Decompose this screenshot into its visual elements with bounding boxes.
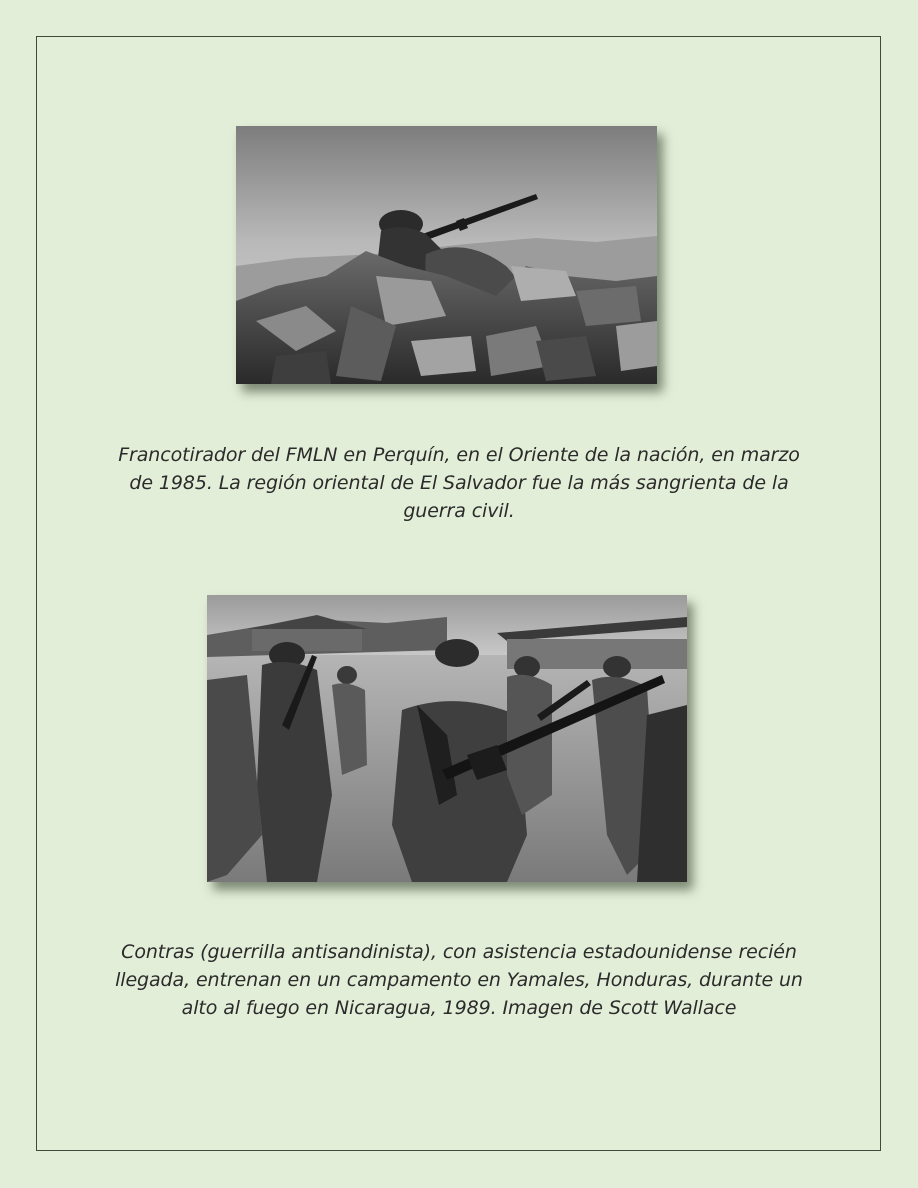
first-photo-caption: Francotirador del FMLN en Perquín, en el Oriente de la nación, en marzo de 1985. La región oriental de El Salvador fue la más sangrienta de la guerra civil. xyxy=(118,444,800,522)
contras-photo xyxy=(207,595,687,882)
second-photo-caption: Contras (guerrilla antisandinista), con asistencia estadounidense recién llegada, entrenan en un campamento en Yamales, Honduras, durante un alto al fuego en Nicaragua, 1989. Imagen de Scott Wallace xyxy=(115,941,803,1019)
sniper-photo xyxy=(236,126,657,384)
